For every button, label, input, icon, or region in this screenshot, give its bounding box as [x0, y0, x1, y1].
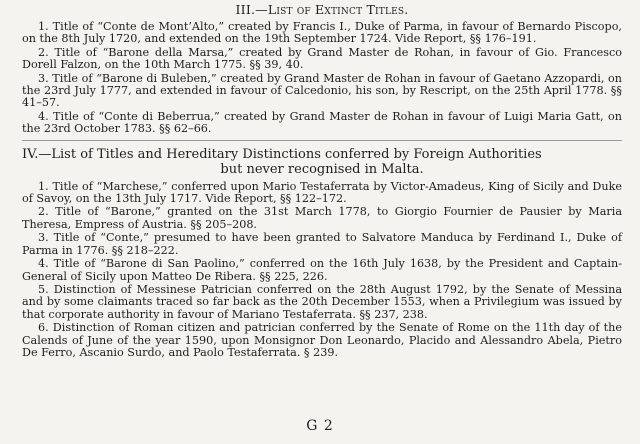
section-3-entry-3: 3. Title of “Barone di Buleben,” created by Grand Master de Rohan in favour of Gaetano Azzopardi, on the 23rd July 1777, and extended in favour of Calcedonio, his son, by Rescript, on the 25th April 1778. §§ 41–57.	[22, 71, 622, 110]
section-4-entry-6: 6. Distinction of Roman citizen and patrician conferred by the Senate of Rome on the 11th day of the Calends of June of the year 1590, upon Monsignor Don Leonardo, Placido and Alessandro Abela, Pietro De Ferro, Ascanio Surdo, and Paolo Testaferrata. § 239.	[22, 321, 622, 359]
section-4-entry-4: 4. Title of “Barone di San Paolino,” conferred on the 16th July 1638, by the President and Captain-General of Sicily upon Matteo De Ribera. §§ 225, 226.	[22, 257, 622, 283]
section-divider	[22, 140, 622, 141]
signature-mark: G 2	[306, 418, 334, 434]
section-4-entry-1: 1. Title of “Marchese,” conferred upon Mario Testaferrata by Victor-Amadeus, King of Sicily and Duke of Savoy, on the 13th July 1717. Vide Report, §§ 122–172.	[22, 179, 622, 206]
section-4-entry-2: 2. Title of “Barone,” granted on the 31st March 1778, to Giorgio Fournier de Pausier by Maria Theresa, Empress of Austria. §§ 205–208.	[22, 205, 622, 231]
section-4-heading	[22, 147, 622, 177]
section-3-entry-2: 2. Title of “Barone della Marsa,” created by Grand Master de Rohan, in favour of Gio. Francesco Dorell Falzon, on the 10th March 1775. §§ 39, 40.	[22, 45, 622, 72]
section-4-heading-line1: IV.—List of Titles and Hereditary Distinctions conferred by Foreign Authorities	[22, 146, 542, 162]
section-4-entry-3: 3. Title of “Conte,” presumed to have been granted to Salvatore Manduca by Ferdinand I., Duke of Parma in 1776. §§ 218–222.	[22, 231, 622, 257]
section-3-entry-1: 1. Title of “Conte de Mont’Alto,” created by Francis I., Duke of Parma, in favour of Bernardo Piscopo, on the 8th July 1720, and extended on the 19th September 1724. Vide Report, §§ 176–191.	[22, 20, 622, 46]
section-3-entry-4: 4. Title of “Conte di Beberrua,” created by Grand Master de Rohan in favour of Luigi Maria Gatt, on the 23rd October 1783. §§ 62–66.	[22, 109, 622, 136]
section-4-heading-line2: but never recognised in Malta.	[220, 161, 424, 177]
section-4-entry-5: 5. Distinction of Messinese Patrician conferred on the 28th August 1792, by the Senate of Messina and by some claimants traced so far back as the 20th December 1553, when a Privilegium was issued by that corporate authority in favour of Mariano Testaferrata. §§ 237, 238.	[22, 282, 622, 321]
section-3-heading: III.—List of Extinct Titles.	[235, 2, 409, 17]
